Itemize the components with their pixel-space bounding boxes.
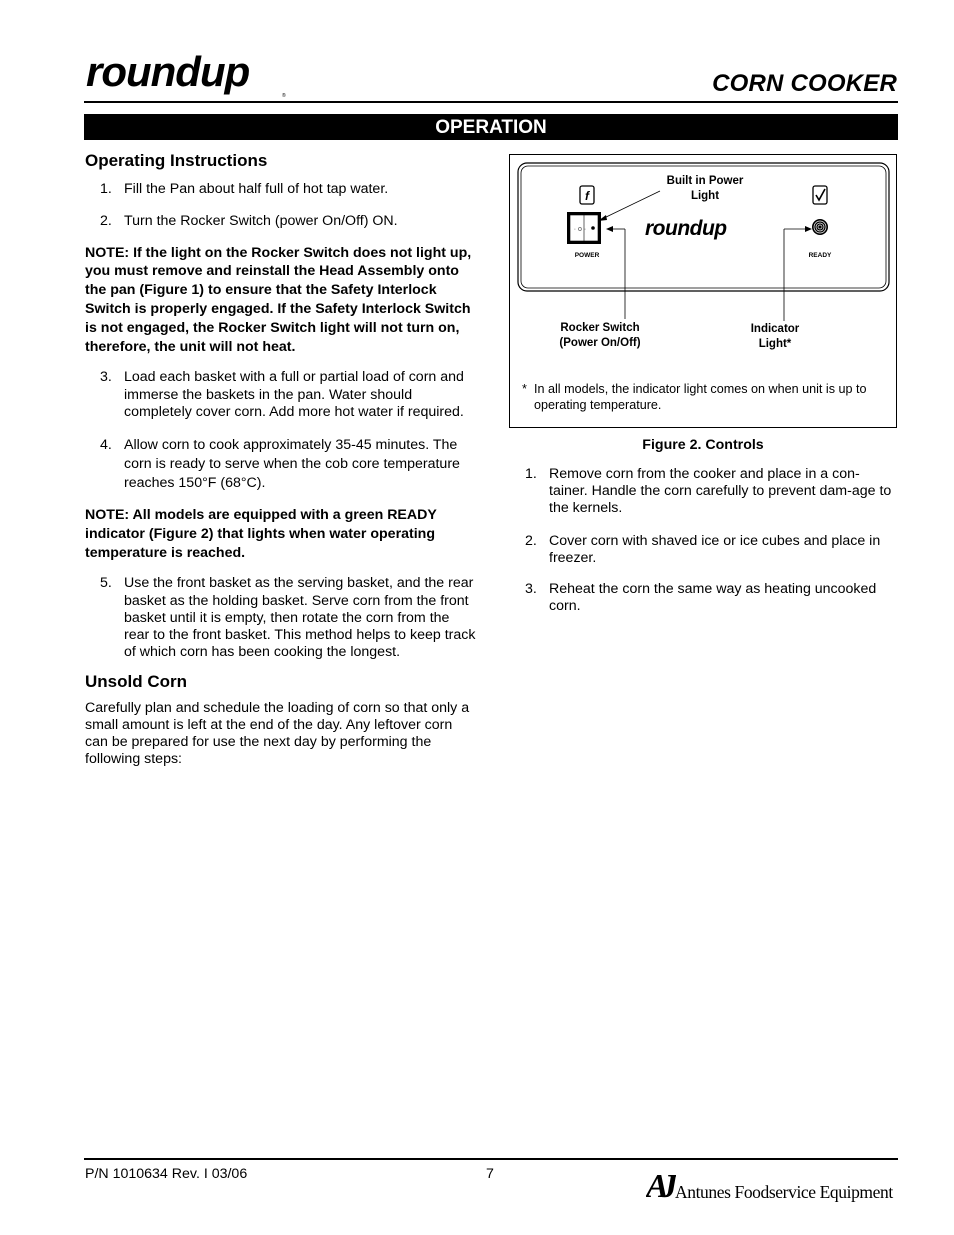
part-number: P/N 1010634 Rev. I 03/06 [85,1166,248,1182]
leftover-steps [509,466,897,615]
note-ready-indicator: NOTE: All models are equipped with a green READY indicator (Figure 2) that lights when water operating temperature is reached. [85,507,437,561]
svg-text:f: f [585,189,589,203]
svg-text:AJ: AJ [646,1168,670,1203]
figure-controls [509,154,897,428]
list-item: 3. Load each basket with a full or partial load of corn and immerse the baskets in the pan. Water should completely cover corn. Add more hot water if required. [100,369,464,420]
figure-footnote: * In all models, the indicator light comes on when unit is up to operating temperature. [522,382,867,412]
panel-roundup-logo: roundup [645,217,727,240]
power-label: POWER [574,252,600,259]
roundup-logo [84,48,314,108]
operating-instructions-heading: Operating Instructions [85,151,268,170]
operating-steps-a [85,181,477,230]
company-name: Antunes Foodservice Equipment [675,1182,893,1202]
power-icon [580,186,594,204]
right-column [509,466,897,615]
section-title: OPERATION [84,114,898,140]
header-rule [84,101,898,103]
left-column [85,152,477,768]
callout-power-light: Built in Power Light [666,175,744,202]
roundup-logo-text: roundup [86,48,250,95]
list-item: 4. Allow corn to cook approximately 35-45 minutes. The corn is ready to serve when the cob core temperature reaches 150°F (68°C). [100,437,460,491]
svg-text:· o ·: · o · [573,226,587,233]
check-icon [813,186,827,204]
list-item: 3. Reheat the corn the same way as heating uncooked corn. [525,581,877,615]
list-item: 5. Use the front basket as the serving basket, and the rear basket as the holding basket. Serve corn from the front basket until it is empty, then rotate the corn from the rear to the front basket. This method helps to keep track of which corn has been cooking the longest. [100,575,476,661]
note-interlock: NOTE: If the light on the Rocker Switch does not light up, you must remove and reinstall the Head Assembly onto the pan (Figure 1) to ensure that the Safety Interlock Switch is properly engaged. If the Safety Interlock Switch is not engaged, the Rocker Switch light will not turn on, therefore, the unit will not heat. [85,244,472,355]
callout-indicator-light: Indicator Light* [750,323,800,350]
page-number: 7 [486,1166,494,1182]
list-item: 1. Fill the Pan about half full of hot tap water. [100,181,389,198]
operating-steps-c [85,575,477,661]
figure-caption: Figure 2. Controls [642,437,764,453]
callout-rocker-switch: Rocker Switch (Power On/Off) [559,322,641,349]
operating-steps-b [85,369,477,493]
antunes-brand [646,1163,898,1203]
unsold-corn-heading: Unsold Corn [85,672,187,692]
ready-indicator-light [812,219,828,235]
document-title: CORN COOKER [712,70,897,97]
unsold-corn-paragraph: Carefully plan and schedule the loading of corn so that only a small amount is left at the end of the day. Any leftover corn can be prepared for use the next day by performing the following steps: [85,699,470,768]
ready-label: READY [808,252,832,259]
footer-rule [84,1158,898,1160]
list-item: 1. Remove corn from the cooker and place in a con-tainer. Handle the corn carefully to prevent dam-age to the kernels. [525,466,892,517]
svg-text:®: ® [282,93,286,99]
antunes-logo-mark [646,1163,676,1203]
list-item: 2. Cover corn with shaved ice or ice cubes and place in freezer. [525,532,881,566]
list-item: 2. Turn the Rocker Switch (power On/Off) ON. [100,213,398,230]
rocker-switch-icon [567,212,601,244]
